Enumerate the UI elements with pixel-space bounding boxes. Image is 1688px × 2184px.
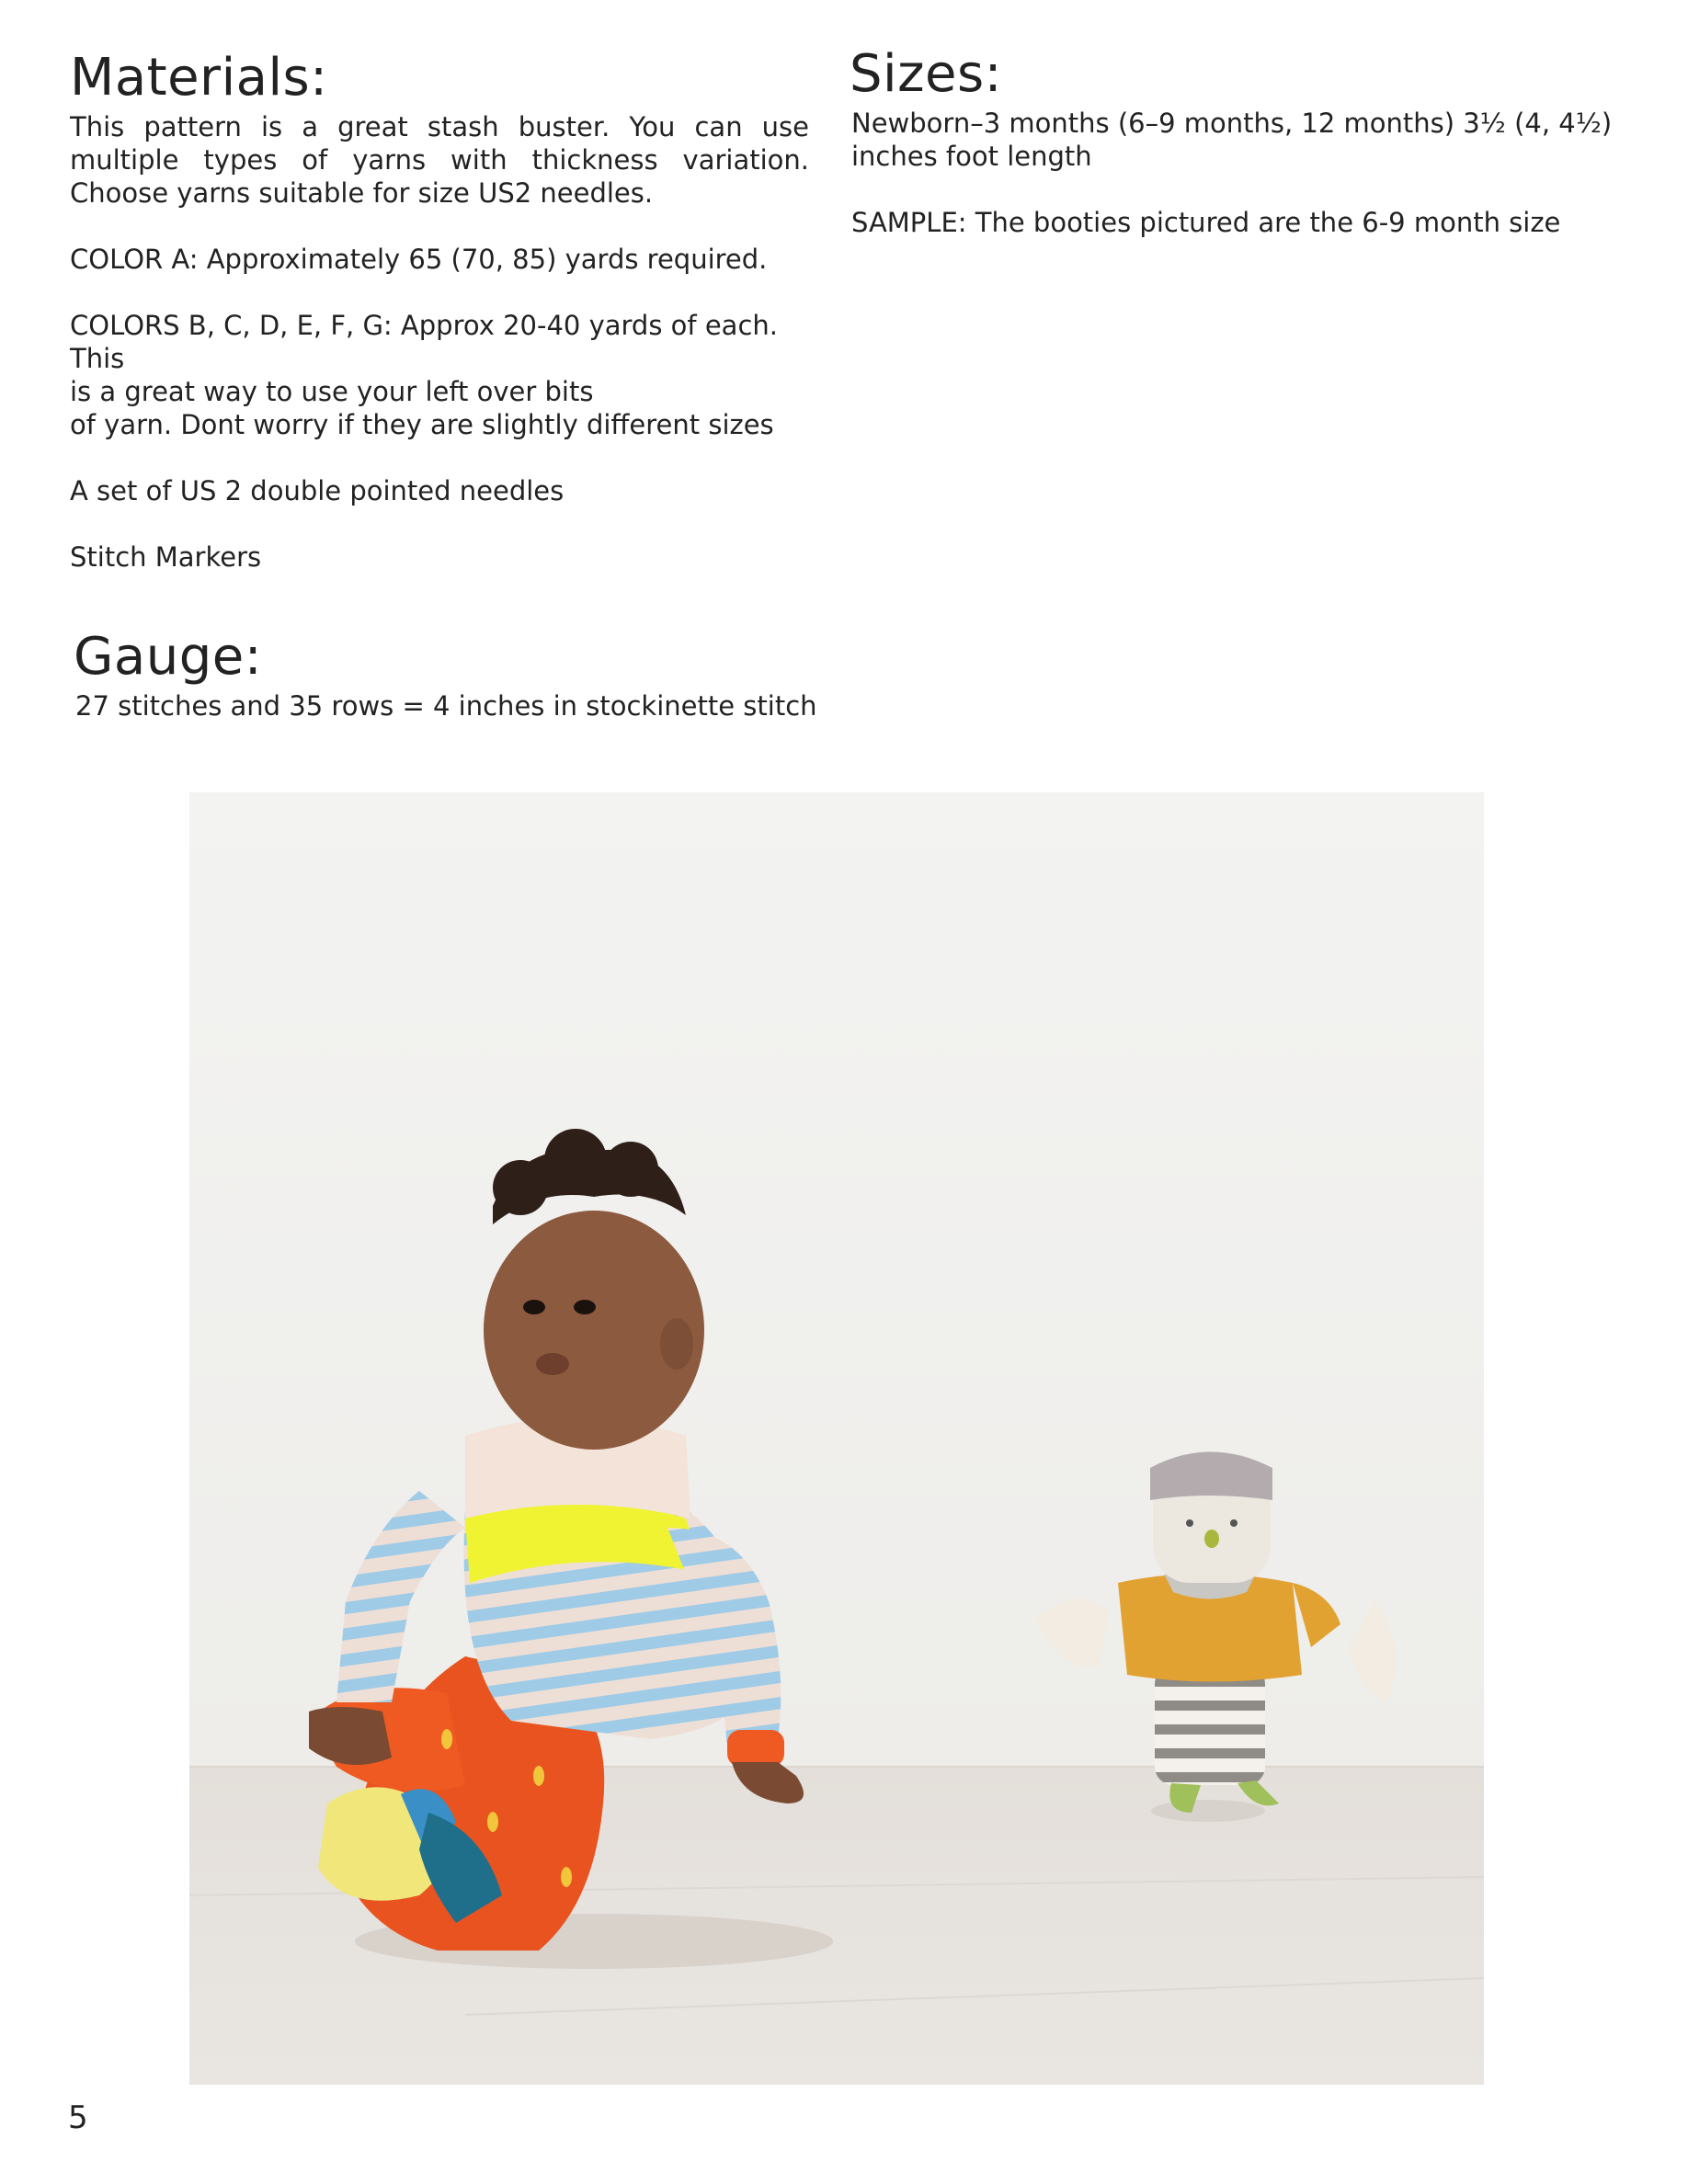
materials-intro: This pattern is a great stash buster. You can use multiple types of yarns with thickness variation. Choose yarns suitable for size US2 needles. (70, 111, 809, 209)
colors-b-g-line-3: of yarn. Dont worry if they are slightly different sizes (70, 409, 774, 440)
sizes-heading: Sizes: (850, 44, 1002, 104)
materials-section (70, 110, 809, 574)
stitch-markers-requirement: Stitch Markers (70, 541, 262, 573)
sample-size-note: SAMPLE: The booties pictured are the 6-9 month size (851, 207, 1561, 238)
colors-b-g-line-1: COLORS B, C, D, E, F, G: Approx 20-40 yards of each. This (70, 310, 778, 374)
color-a-requirement: COLOR A: Approximately 65 (70, 85) yards required. (70, 244, 768, 275)
gauge-section (75, 689, 903, 722)
page-number: 5 (68, 2099, 88, 2136)
sizes-line-2: inches foot length (851, 141, 1092, 172)
gauge-heading: Gauge: (74, 627, 263, 687)
colors-b-g-line-2: is a great way to use your left over bits (70, 376, 594, 407)
gauge-text: 27 stitches and 35 rows = 4 inches in stockinette stitch (75, 690, 817, 722)
needles-requirement: A set of US 2 double pointed needles (70, 475, 565, 506)
sizes-line-1: Newborn–3 months (6–9 months, 12 months) 3½ (4, 4½) (851, 108, 1613, 139)
baby-booties-photo (189, 792, 1484, 2085)
sizes-section (851, 107, 1624, 239)
materials-heading: Materials: (70, 48, 328, 108)
